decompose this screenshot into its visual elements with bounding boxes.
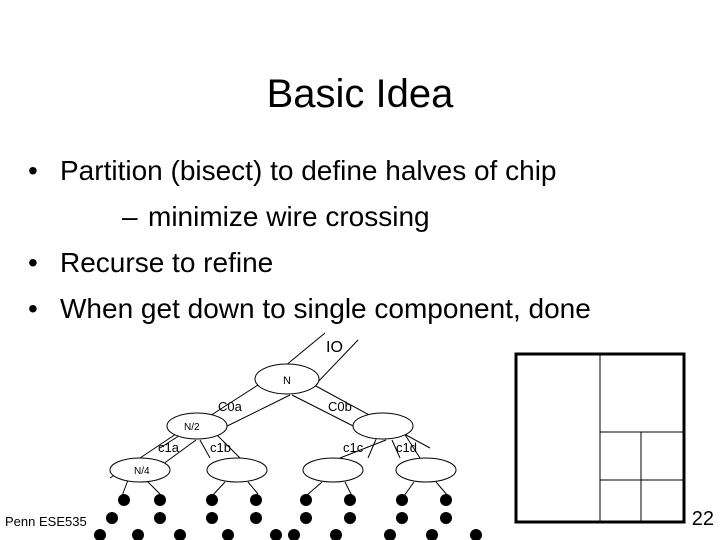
component-dot xyxy=(300,512,312,524)
leaf-wire xyxy=(306,482,322,496)
component-dot xyxy=(154,494,166,506)
half-node-right xyxy=(353,413,413,439)
bullet-text: Partition (bisect) to define halves of chip xyxy=(60,155,557,186)
component-dot xyxy=(222,529,234,540)
component-dot xyxy=(270,529,282,540)
component-dot xyxy=(440,512,452,524)
component-dot xyxy=(384,529,396,540)
root-node-label: N xyxy=(283,375,291,387)
edge-label-c1d: c1d xyxy=(396,440,417,455)
component-dot xyxy=(154,512,166,524)
edge-label-c1b: c1b xyxy=(210,440,231,455)
leaf-wire xyxy=(212,482,225,496)
wire-c1b xyxy=(200,440,210,458)
bullet-text: When get down to single component, done xyxy=(60,293,591,324)
component-dot xyxy=(118,494,130,506)
bullet-dot: • xyxy=(28,155,38,186)
component-dot xyxy=(344,512,356,524)
page-number: 22 xyxy=(691,508,714,530)
quarter-node-label: N/4 xyxy=(134,466,150,477)
component-dot xyxy=(132,529,144,540)
bullet-text: Recurse to refine xyxy=(60,247,274,278)
component-dot xyxy=(206,494,218,506)
component-dot xyxy=(300,494,312,506)
leaf-wire xyxy=(248,482,258,494)
component-dot xyxy=(396,512,408,524)
sub-bullet-dash: – xyxy=(122,201,138,232)
component-dot xyxy=(396,494,408,506)
component-dot xyxy=(206,512,218,524)
leaf-wire xyxy=(122,480,128,496)
component-dot xyxy=(426,529,438,540)
sub-bullet-text: minimize wire crossing xyxy=(148,201,430,232)
quarter-node xyxy=(303,458,363,482)
bullet-dot: • xyxy=(28,293,38,324)
component-dot xyxy=(106,512,118,524)
edge-label-c0a: C0a xyxy=(218,399,242,414)
leaf-components xyxy=(94,494,482,540)
component-dot xyxy=(440,494,452,506)
io-label: IO xyxy=(326,339,343,356)
slide-title: Basic Idea xyxy=(266,72,454,116)
half-node-label: N/2 xyxy=(184,422,200,433)
component-dot xyxy=(288,529,300,540)
edge-label-c0b: C0b xyxy=(328,399,352,414)
leaf-wire xyxy=(436,482,448,496)
leaf-wire xyxy=(404,482,414,496)
leaf-wire xyxy=(345,482,352,496)
component-dot xyxy=(174,529,186,540)
quarter-node xyxy=(396,458,456,482)
chip-floorplan xyxy=(516,354,684,522)
io-wire xyxy=(285,333,325,366)
bullet-dot: • xyxy=(28,247,38,278)
component-dot xyxy=(250,512,262,524)
edge-label-c1c: c1c xyxy=(343,440,364,455)
component-dot xyxy=(330,529,342,540)
component-dot xyxy=(470,529,482,540)
component-dot xyxy=(94,529,106,540)
leaf-wire xyxy=(146,480,160,494)
component-dot xyxy=(344,494,356,506)
quarter-node xyxy=(207,458,267,482)
diagram-labels xyxy=(134,339,417,477)
edge-label-c1a: c1a xyxy=(158,440,179,455)
footer-course: Penn ESE535 xyxy=(5,514,87,529)
component-dot xyxy=(250,494,262,506)
